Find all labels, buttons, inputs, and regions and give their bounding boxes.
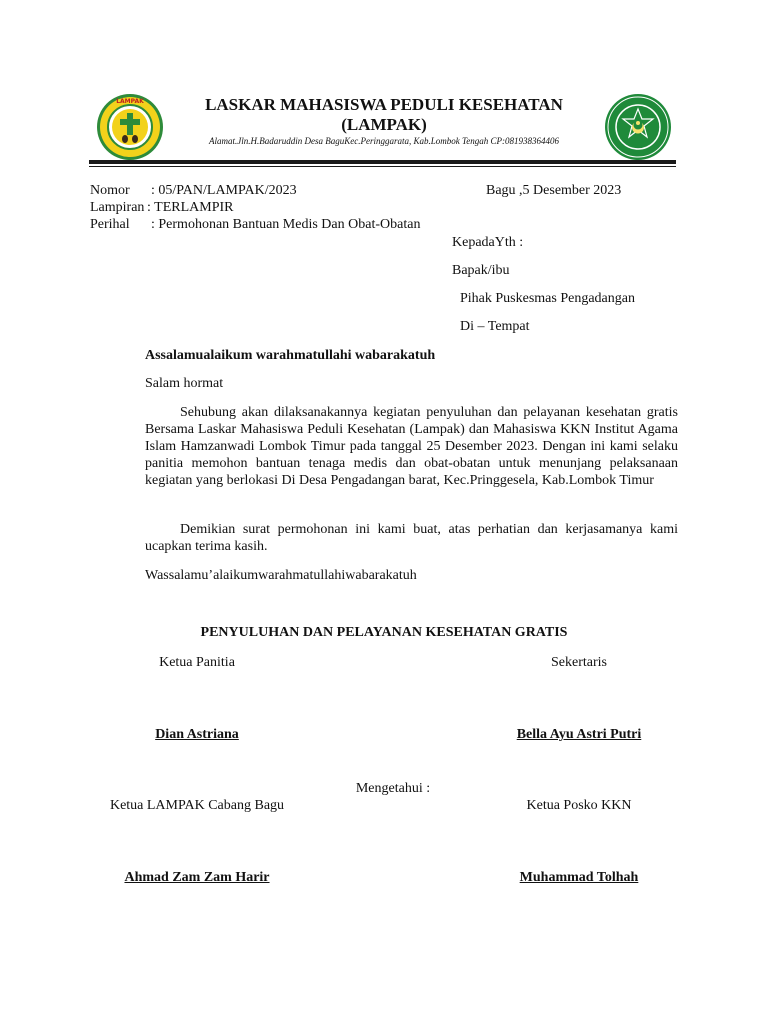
recipient-line1: KepadaYth :: [452, 235, 524, 250]
salam-hormat: Salam hormat: [145, 376, 224, 391]
event-title: PENYULUHAN DAN PELAYANAN KESEHATAN GRATIS: [200, 625, 568, 640]
opening-greeting: Assalamualaikum warahmatullahi wabarakatuh: [145, 348, 436, 363]
closing-greeting: Wassalamu’alaikumwarahmatullahiwabarakatuh: [145, 568, 417, 583]
recipient-line2: Bapak/ibu: [452, 263, 510, 278]
lampiran-value: : TERLAMPIR: [147, 200, 234, 215]
lampak-logo-text: LAMPAK: [116, 98, 144, 105]
perihal-label: Perihal: [90, 217, 130, 232]
right-role: Sekertaris: [551, 655, 607, 670]
body-paragraph-1: Sehubung akan dilaksanakannya kegiatan penyuluhan dan pelayanan kesehatan gratis Bersama Laskar Mahasiswa Peduli Kesehatan (Lampak) dan Mahasiswa KKN Institut Agama Islam Hamzanwadi Lombok Timur pada tanggal 25 Desember 2023. Dengan ini kami selaku panitia memohon bantuan tenaga medis dan obat-obatan untuk menunjang pelaksanaan kegiatan yang berlokasi Di Desa Pengadangan barat, Kec.Pringgesela, Kab.Lombok Timur: [145, 405, 678, 488]
recipient-line3: Pihak Puskesmas Pengadangan: [460, 291, 635, 306]
perihal-value: : Permohonan Bantuan Medis Dan Obat-Obatan: [151, 217, 421, 232]
left-signatory-name-2: Ahmad Zam Zam Harir: [124, 870, 270, 885]
letter-date: Bagu ,5 Desember 2023: [486, 183, 622, 198]
org-name-line2: (LAMPAK): [341, 115, 427, 134]
header-divider-thick: [89, 160, 676, 164]
lampiran-label: Lampiran: [90, 200, 145, 215]
body-paragraph-2: Demikian surat permohonan ini kami buat, atas perhatian dan kerjasamanya kami ucapkan terima kasih.: [145, 522, 678, 554]
org-name-line1: LASKAR MAHASISWA PEDULI KESEHATAN: [205, 95, 563, 114]
left-signatory-name: Dian Astriana: [155, 727, 239, 742]
left-role: Ketua Panitia: [159, 655, 235, 670]
header-divider-thin: [89, 166, 676, 167]
org-address: Alamat.Jln.H.Badaruddin Desa BaguKec.Peringgarata, Kab.Lombok Tengah CP:081938364406: [209, 136, 559, 146]
acknowledged-label: Mengetahui :: [355, 781, 431, 796]
recipient-line4: Di – Tempat: [460, 319, 530, 334]
left-role-2: Ketua LAMPAK Cabang Bagu: [109, 798, 285, 813]
right-role-2: Ketua Posko KKN: [526, 798, 632, 813]
right-signatory-name-2: Muhammad Tolhah: [519, 870, 639, 885]
nomor-label: Nomor: [90, 183, 130, 198]
right-signatory-name: Bella Ayu Astri Putri: [516, 727, 642, 742]
nomor-value: : 05/PAN/LAMPAK/2023: [151, 183, 297, 198]
